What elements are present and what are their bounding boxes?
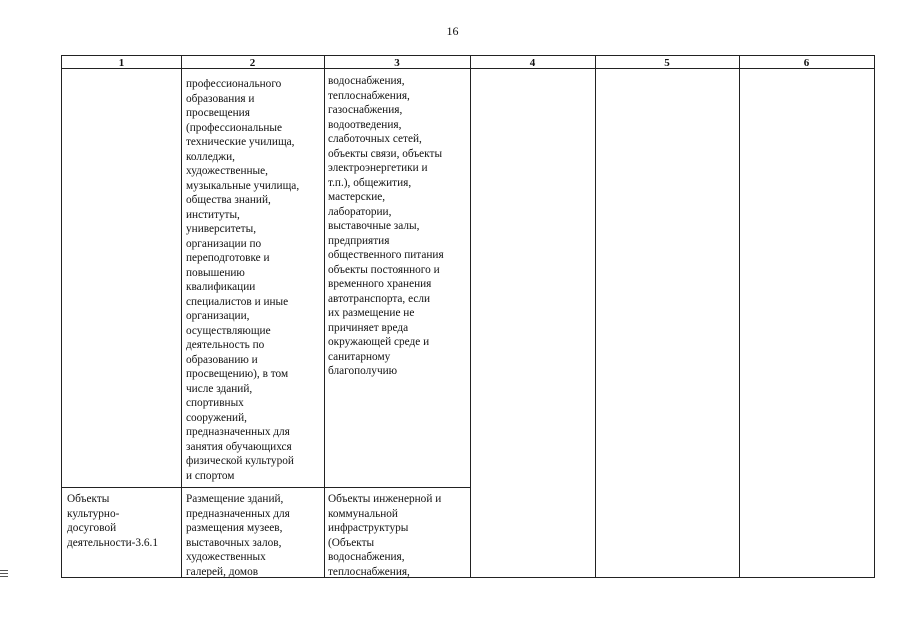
page-number: 16	[446, 24, 459, 38]
column-header-1: 1	[118, 57, 125, 69]
margin-mark	[0, 570, 8, 579]
column-divider	[739, 56, 740, 577]
column-header-5: 5	[664, 57, 670, 69]
column-divider	[595, 56, 596, 577]
table-cell-row2-col3: Объекты инженерной и коммунальной инфраструктуры (Объекты водоснабжения, теплоснабжения,	[328, 493, 442, 578]
table-cell-row1-col2: профессионального образования и просвещения (профессиональные технические училища, колледжи, художественные, музыкальные училища, общества знаний, институты, университеты, организации по переподготовке и повышению квалификации специалистов и иные организации, осуществляющие деятельность по образованию и просвещению), в том числе зданий, спортивных сооружений, предназначенных для занятия обучающихся физической культурой и спортом	[186, 78, 300, 482]
table-cell-row1-col3: водоснабжения, теплоснабжения, газоснабжения, водоотведения, слаботочных сетей, объекты связи, объекты электроэнергетики и т.п.), общежития, мастерские, лаборатории, выставочные залы, предприятия общественного питания объекты постоянного и временного хранения автотранспорта, если их размещение не причиняет вреда окружающей среде и санитарному благополучию	[328, 75, 444, 377]
column-header-2: 2	[249, 57, 256, 69]
column-header-4: 4	[529, 57, 536, 69]
document-table	[61, 55, 875, 578]
column-header-3: 3	[394, 57, 400, 69]
table-cell-row2-col1: Объекты культурно- досуговой деятельности-3.6.1	[67, 493, 159, 549]
column-divider	[470, 56, 471, 577]
column-divider	[324, 56, 325, 577]
table-cell-row2-col2: Размещение зданий, предназначенных для размещения музеев, выставочных залов, художественных галерей, домов	[186, 493, 290, 578]
column-divider	[181, 56, 182, 577]
row-divider	[62, 487, 471, 488]
column-header-6: 6	[803, 57, 810, 69]
